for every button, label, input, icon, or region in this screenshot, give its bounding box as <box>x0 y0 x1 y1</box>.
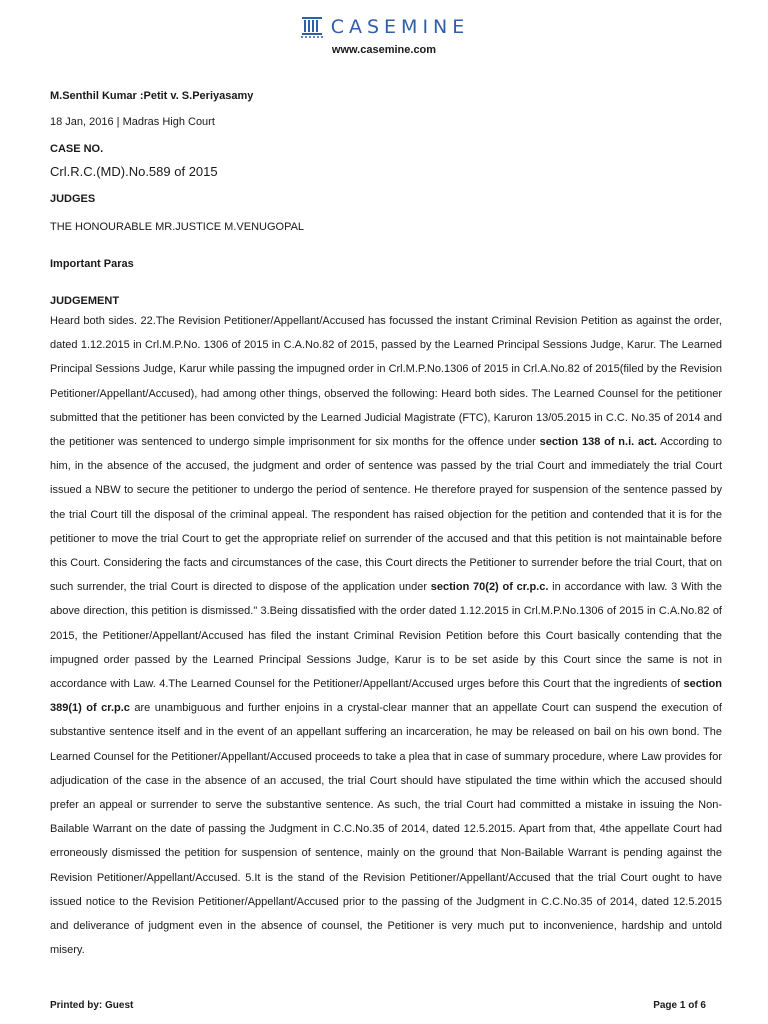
page-number: Page 1 of 6 <box>653 1000 706 1011</box>
section-citation-crpc-70[interactable]: section 70(2) of cr.p.c. <box>430 581 549 594</box>
brand-logo[interactable] <box>0 14 768 40</box>
website-link[interactable]: www.casemine.com <box>331 44 437 56</box>
page-header <box>0 14 768 56</box>
judgement-part-1: Heard both sides. 22.The Revision Petitioner/Appellant/Accused has focussed the instant Criminal Revision Petition as against the order, dated 1.12.2015 in Crl.M.P.No. 1306 of 2015 in C.A.No.82 of 2015, passed by the Learned Principal Sessions Judge, Karur. The Learned Principal Sessions Judge, Karur while passing the impugned order in Crl.M.P.No.1306 of 2015 in Crl.A.No.82 of 2015(filed by the Revision Petitioner/Appellant/Accused), had among other things, observed the following: Heard both sides. The Learned Counsel for the petitioner submitted that the petitioner has been convicted by the Learned Judicial Magistrate (FTC), Karuron 13/05.2015 in C.C. No.35 of 2014 and the petitioner was sentenced to undergo simple imprisonment for six months for the offence under <box>50 315 722 449</box>
case-no-label: CASE NO. <box>50 143 104 155</box>
judgement-label: JUDGEMENT <box>50 295 120 307</box>
judgement-text <box>50 309 722 962</box>
document-body <box>50 90 722 962</box>
important-paras-label: Important Paras <box>50 258 134 270</box>
judges-label: JUDGES <box>50 193 96 205</box>
judgement-part-3: in accordance with law. 3 With the above direction, this petition is dismissed." 3.Being dissatisfied with the order dated 1.12.2015 in Crl.M.P.No.1306 of 2015 in C.A.No.82 of 2015, the Petitioner/Appellant/Accused has filed the instant Criminal Revision Petition before this Court basically contending that the impugned order passed by the Learned Principal Sessions Judge, Karur is to be set aside by this Court since the same is not in accordance with Law. 4.The Learned Counsel for the Petitioner/Appellant/Accused urges before this Court that the ingredients of <box>50 581 723 691</box>
judgement-part-2: According to him, in the absence of the accused, the judgment and order of sentence was passed by the trial Court and immediately the trial Court issued a NBW to secure the petitioner to undergo the period of sentence. He therefore prayed for suspension of the sentence passed by the trial Court till the disposal of the criminal appeal. The respondent has raised objection for the petition and contended that it is for the petitioner to move the trial Court to get the appropriate relief on surrender of the accused and that this petition is not maintainable before this Court. Considering the facts and circumstances of the case, this Court directs the Petitioner to surrender before the trial Court, that on such surrender, the trial Court is directed to dispose of the application under <box>50 436 723 594</box>
case-number: Crl.R.C.(MD).No.589 of 2015 <box>50 164 218 179</box>
printed-by: Printed by: Guest <box>50 1000 134 1011</box>
pillar-logo-icon <box>299 14 325 40</box>
section-citation-ni-act[interactable]: section 138 of n.i. act. <box>539 436 657 449</box>
section-citation-crpc-389[interactable]: section 389(1) of cr.p.c <box>50 678 722 715</box>
brand-name: CASEMINE <box>330 16 470 38</box>
judge-name: THE HONOURABLE MR.JUSTICE M.VENUGOPAL <box>50 221 305 233</box>
case-meta: 18 Jan, 2016 | Madras High Court <box>50 116 215 128</box>
case-title: M.Senthil Kumar :Petit v. S.Periyasamy <box>50 90 254 102</box>
judgement-part-4: are unambiguous and further enjoins in a crystal-clear manner that an appellate Court can suspend the execution of substantive sentence itself and in the event of an appellant suffering an incarceration, he may be released on bail on his own bond. The Learned Counsel for the Petitioner/Appellant/Accused proceeds to take a plea that in case of summary procedure, where Law provides for adjudication of the case in the absence of an accused, the trial Court should have stipulated the time within which the accused should prefer an appeal or surrender to serve the substantive sentence. As such, the trial Court had committed a mistake in issuing the Non-Bailable Warrant on the date of passing the Judgment in C.C.No.35 of 2014, dated 12.5.2015. Apart from that, 4the appellate Court had erroneously dismissed the petition for suspension of sentence, mainly on the ground that Non-Bailable Warrant is pending against the Revision Petitioner/Appellant/Accused. 5.It is the stand of the Revision Petitioner/Appellant/Accused that the trial Court ought to have issued notice to the Revision Petitioner/Appellant/Accused prior to the passing of the Judgment in C.C.No.35 of 2014, dated 12.5.2015 and deliverance of judgment even in the absence of counsel, the Petitioner is very much put to inconvenience, hardship and untold misery. <box>50 702 722 957</box>
